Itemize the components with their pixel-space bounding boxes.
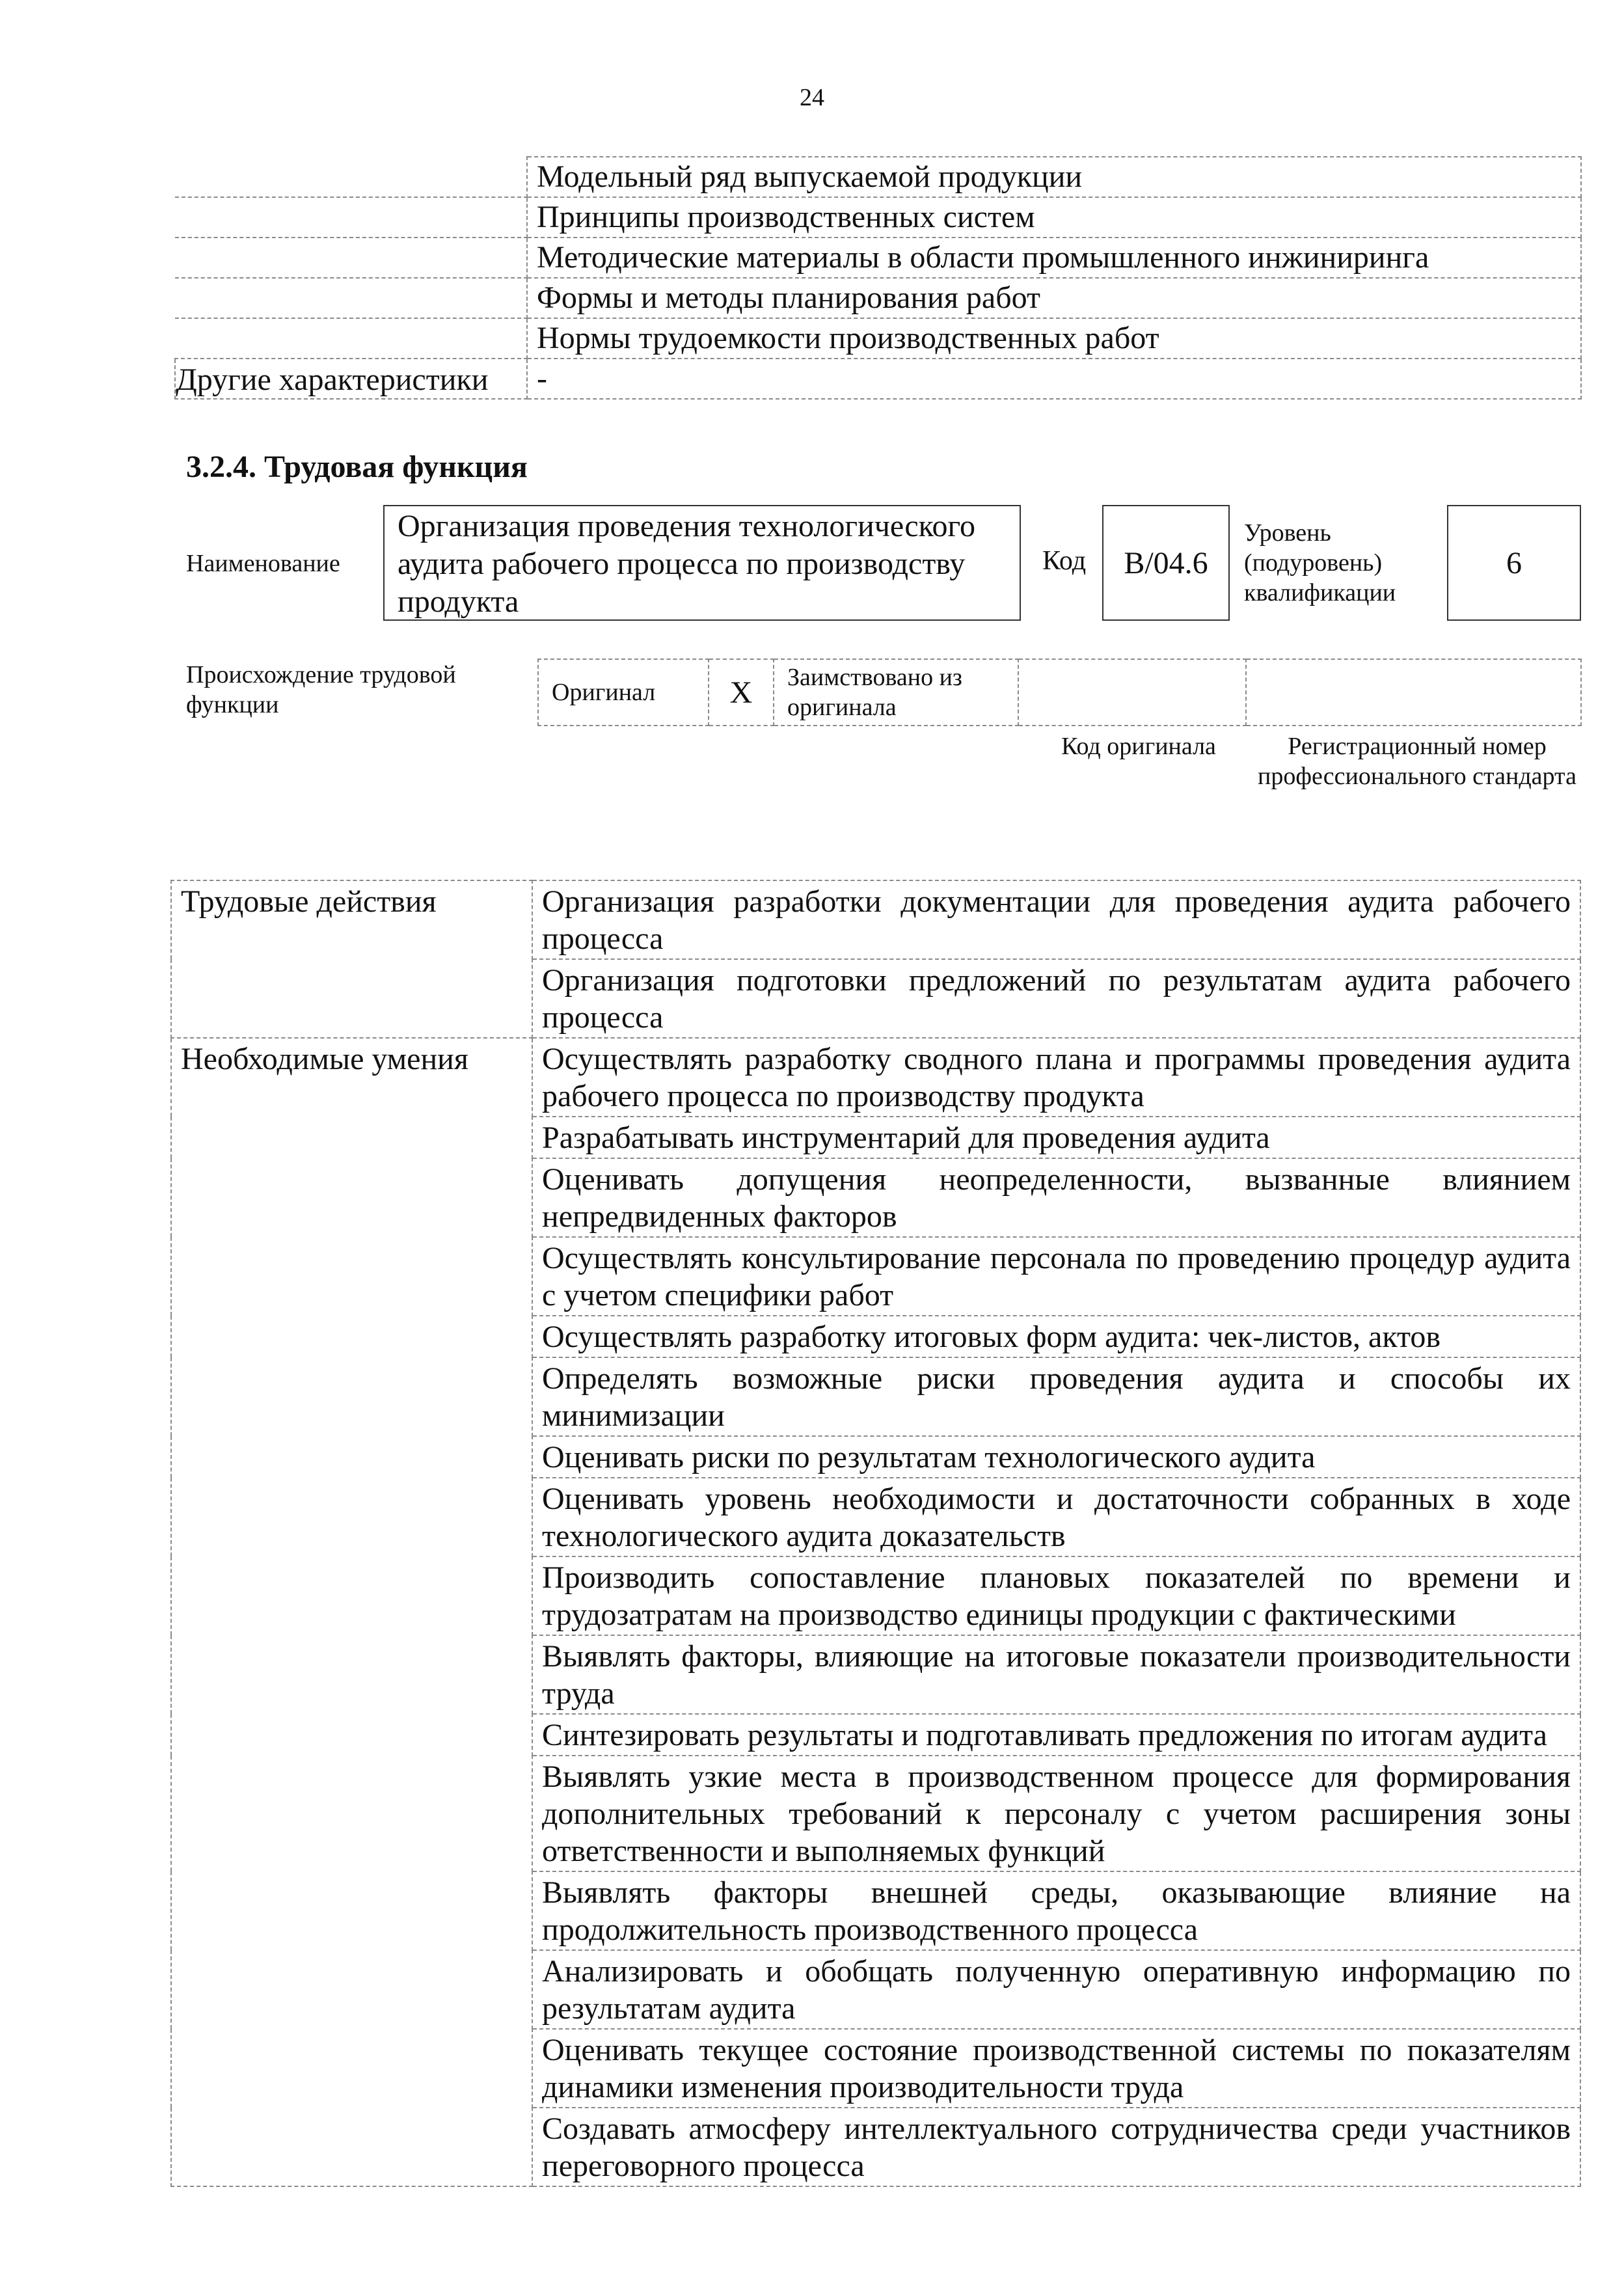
empty-label-cell — [175, 318, 527, 359]
skill-item: Выявлять факторы, влияющие на итоговые показатели производительности труда — [532, 1635, 1580, 1714]
table-row — [175, 157, 1581, 197]
original-mark: X — [709, 659, 774, 726]
empty-label-cell — [175, 238, 527, 278]
empty-label-cell — [175, 157, 527, 197]
code-label: Код — [1042, 546, 1087, 576]
table-row — [171, 1038, 1580, 1117]
skill-item: Выявлять узкие места в производственном процессе для формирования дополнительных требований к персоналу с учетом расширения зоны ответственности и выполняемых функций — [532, 1756, 1580, 1871]
empty-label-cell — [175, 197, 527, 238]
name-label: Наименование — [186, 550, 340, 577]
section-title: 3.2.4. Трудовая функция — [186, 450, 528, 484]
skill-item: Оценивать уровень необходимости и достаточности собранных в ходе технологического аудита доказательств — [532, 1478, 1580, 1556]
knowledge-table — [174, 156, 1582, 400]
table-row — [175, 359, 1581, 399]
knowledge-item: Формы и методы планирования работ — [527, 278, 1581, 318]
other-characteristics-value: - — [527, 359, 1581, 399]
borrowed-label: Заимствовано из оригинала — [774, 659, 1018, 726]
table-row — [175, 238, 1581, 278]
skill-item: Разрабатывать инструментарий для проведения аудита — [532, 1117, 1580, 1158]
labor-action-item: Организация подготовки предложений по результатам аудита рабочего процесса — [532, 959, 1580, 1038]
knowledge-item: Принципы производственных систем — [527, 197, 1581, 238]
skill-item: Создавать атмосферу интеллектуального сотрудничества среди участников переговорного процесса — [532, 2108, 1580, 2186]
skill-item: Синтезировать результаты и подготавливать предложения по итогам аудита — [532, 1714, 1580, 1756]
original-label: Оригинал — [538, 659, 709, 726]
original-code-cell — [1018, 659, 1246, 726]
required-skills-label: Необходимые умения — [171, 1038, 532, 2186]
table-row — [175, 197, 1581, 238]
skill-item: Анализировать и обобщать полученную оперативную информацию по результатам аудита — [532, 1950, 1580, 2029]
skill-item: Производить сопоставление плановых показателей по времени и трудозатратам на производство единицы продукции с фактическими — [532, 1556, 1580, 1635]
skill-item: Осуществлять разработку итоговых форм аудита: чек-листов, актов — [532, 1316, 1580, 1357]
registration-number-caption: Регистрационный номер профессионального стандарта — [1258, 733, 1577, 790]
table-row — [538, 659, 1581, 726]
skill-item: Оценивать риски по результатам технологического аудита — [532, 1436, 1580, 1478]
knowledge-item: Модельный ряд выпускаемой продукции — [527, 157, 1581, 197]
skill-item: Осуществлять разработку сводного плана и программы проведения аудита рабочего процесса по производству продукта — [532, 1038, 1580, 1117]
labor-function-table — [170, 880, 1581, 2187]
labor-action-item: Организация разработки документации для проведения аудита рабочего процесса — [532, 880, 1580, 959]
origin-table — [537, 659, 1582, 726]
registration-number-cell — [1246, 659, 1581, 726]
code-value-box: B/04.6 — [1102, 505, 1230, 621]
knowledge-item: Нормы трудоемкости производственных работ — [527, 318, 1581, 359]
table-row — [175, 278, 1581, 318]
labor-actions-label: Трудовые действия — [171, 880, 532, 1038]
table-row — [171, 880, 1580, 959]
origin-label: Происхождение трудовой функции — [186, 661, 456, 718]
other-characteristics-label: Другие характеристики — [175, 359, 527, 399]
skill-item: Оценивать допущения неопределенности, вызванные влиянием непредвиденных факторов — [532, 1158, 1580, 1237]
original-code-caption: Код оригинала — [1061, 733, 1216, 760]
function-name-box: Организация проведения технологического аудита рабочего процесса по производству продукта — [383, 505, 1021, 621]
skill-item: Определять возможные риски проведения аудита и способы их минимизации — [532, 1357, 1580, 1436]
page-number: 24 — [800, 84, 824, 111]
table-row — [175, 318, 1581, 359]
skill-item: Оценивать текущее состояние производственной системы по показателям динамики изменения производительности труда — [532, 2029, 1580, 2108]
skill-item: Осуществлять консультирование персонала по проведению процедур аудита с учетом специфики работ — [532, 1237, 1580, 1316]
empty-label-cell — [175, 278, 527, 318]
knowledge-item: Методические материалы в области промышленного инжиниринга — [527, 238, 1581, 278]
skill-item: Выявлять факторы внешней среды, оказывающие влияние на продолжительность производственного процесса — [532, 1871, 1580, 1950]
qualification-level-box: 6 — [1447, 505, 1581, 621]
qualification-level-label: Уровень (подуровень) квалификации — [1244, 519, 1396, 606]
